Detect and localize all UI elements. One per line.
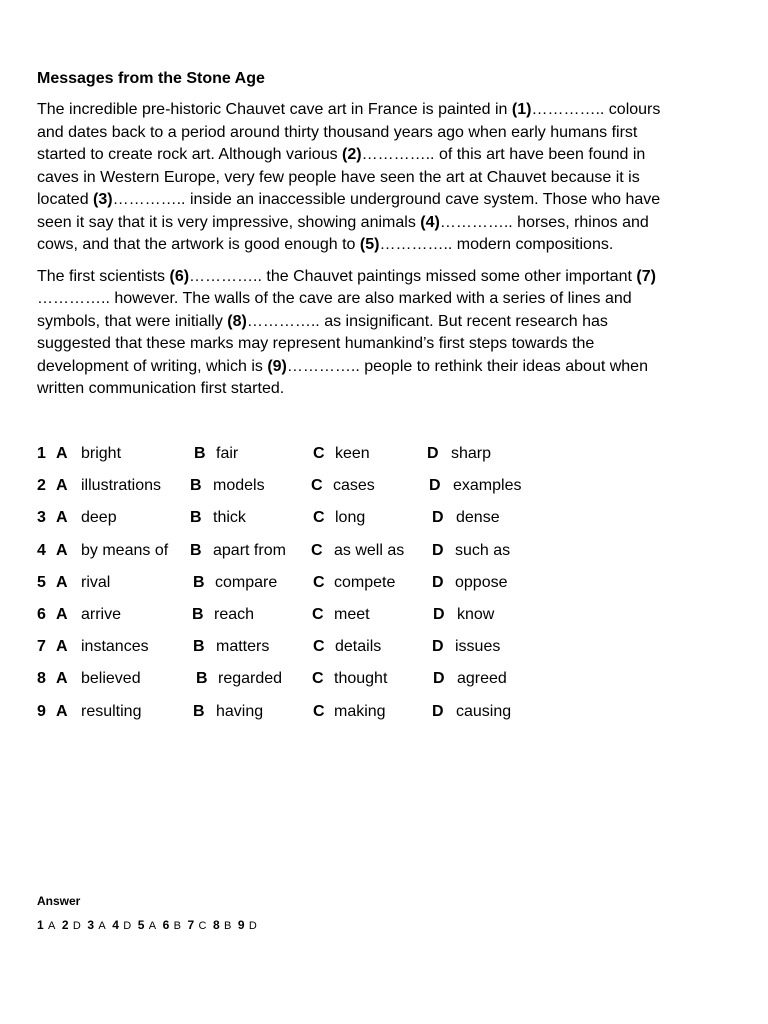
option-text-a: bright bbox=[81, 445, 122, 462]
option-letter-a: A bbox=[56, 477, 68, 495]
option-text-b: regarded bbox=[218, 670, 283, 688]
answer-number: 1 bbox=[37, 918, 45, 932]
answer-letter: A bbox=[48, 920, 56, 932]
answer-letter: D bbox=[248, 920, 258, 932]
option-text-d: know bbox=[457, 605, 495, 623]
option-letter-c: C bbox=[311, 541, 323, 559]
option-text-a: rival bbox=[81, 573, 111, 591]
option-text-b: models bbox=[213, 477, 265, 495]
option-text-a: deep bbox=[81, 509, 117, 527]
option-text-c: making bbox=[334, 702, 386, 720]
option-text-c: compete bbox=[334, 573, 396, 591]
option-text-d: sharp bbox=[451, 445, 492, 462]
option-letter-c: C bbox=[313, 702, 325, 720]
option-text-a: believed bbox=[81, 670, 141, 688]
option-letter-b: B bbox=[194, 445, 206, 462]
option-letter-a: A bbox=[56, 670, 68, 688]
option-letter-c: C bbox=[313, 638, 325, 656]
question-number: 2 bbox=[37, 477, 46, 495]
option-letter-c: C bbox=[313, 509, 325, 527]
option-letter-d: D bbox=[427, 445, 439, 462]
question-number: 5 bbox=[37, 573, 46, 591]
answer-title: Answer bbox=[37, 894, 81, 908]
option-letter-d: D bbox=[433, 605, 445, 623]
option-text-a: resulting bbox=[81, 702, 142, 720]
option-letter-d: D bbox=[432, 509, 444, 527]
option-text-a: illustrations bbox=[81, 477, 162, 495]
option-letter-a: A bbox=[56, 605, 68, 623]
answer-number: 6 bbox=[162, 918, 170, 932]
paragraph-1: The incredible pre-historic Chauvet cave art in France is painted in (1)………….. colours and dates back to a period around thirty thousand years ago when early humans first started to create rock art. Although various (2)………….. of this art have been found in caves in Western Europe, very few people have seen the art at Chauvet because it is located (3)………….. inside an inaccessible underground cave system. Those who have seen it say that it is very impressive, showing animals (4)………….. horses, rhinos and cows, and that the artwork is good enough to (5)………….. modern compositions. bbox=[37, 101, 661, 253]
option-letter-b: B bbox=[193, 702, 205, 720]
option-letter-b: B bbox=[193, 638, 205, 656]
option-letter-c: C bbox=[312, 605, 324, 623]
option-text-c: meet bbox=[334, 605, 370, 623]
answer-number: 2 bbox=[61, 918, 70, 932]
option-letter-a: A bbox=[56, 509, 68, 527]
question-number: 8 bbox=[37, 670, 46, 688]
option-text-c: details bbox=[335, 638, 382, 656]
option-text-c: as well as bbox=[334, 541, 405, 559]
option-text-c: thought bbox=[334, 670, 388, 688]
option-text-d: dense bbox=[456, 509, 500, 527]
answer-letter: D bbox=[72, 920, 82, 932]
option-letter-d: D bbox=[433, 670, 445, 688]
option-text-d: examples bbox=[453, 477, 522, 495]
document-body bbox=[37, 68, 677, 410]
option-letter-c: C bbox=[313, 445, 325, 462]
document-title: Messages from the Stone Age bbox=[37, 70, 265, 87]
option-text-b: apart from bbox=[213, 541, 286, 559]
answer-letter: B bbox=[223, 920, 232, 932]
option-text-b: reach bbox=[214, 605, 255, 623]
option-letter-b: B bbox=[190, 509, 202, 527]
option-letter-b: B bbox=[193, 573, 205, 591]
answer-number: 3 bbox=[87, 918, 95, 932]
option-text-c: keen bbox=[335, 445, 370, 462]
option-text-d: such as bbox=[455, 541, 511, 559]
option-letter-d: D bbox=[432, 638, 444, 656]
option-text-d: oppose bbox=[455, 573, 508, 591]
option-letter-a: A bbox=[56, 702, 68, 720]
answer-number: 4 bbox=[112, 918, 120, 932]
answer-number: 8 bbox=[212, 918, 221, 932]
option-letter-b: B bbox=[190, 477, 202, 495]
option-letter-d: D bbox=[432, 573, 444, 591]
answer-block bbox=[37, 894, 263, 932]
answer-number: 5 bbox=[137, 918, 145, 932]
option-letter-a: A bbox=[56, 445, 68, 462]
option-letter-d: D bbox=[432, 702, 444, 720]
option-text-d: agreed bbox=[457, 670, 507, 688]
option-text-b: fair bbox=[216, 445, 239, 462]
option-text-b: thick bbox=[213, 509, 246, 527]
option-letter-a: A bbox=[56, 573, 68, 591]
question-number: 9 bbox=[37, 702, 46, 720]
paragraph-2: The first scientists (6)………….. the Chauvet paintings missed some other important (7) ………….. however. The walls of the cave are also marked with a series of lines and symbols, that were initially (8)………….. as insignificant. But recent research has suggested that these marks may represent humankind’s first steps towards the development of writing, which is (9)………….. people to rethink their ideas about when written communication first started. bbox=[37, 267, 656, 397]
option-letter-b: B bbox=[190, 541, 202, 559]
option-text-d: causing bbox=[456, 702, 512, 720]
answer-letter: D bbox=[123, 920, 132, 932]
option-letter-d: D bbox=[432, 541, 444, 559]
option-text-b: matters bbox=[216, 638, 270, 656]
option-text-a: arrive bbox=[81, 605, 122, 623]
question-number: 3 bbox=[37, 509, 46, 527]
question-number: 4 bbox=[37, 541, 46, 559]
option-letter-c: C bbox=[313, 573, 325, 591]
option-text-b: compare bbox=[215, 573, 278, 591]
answer-key bbox=[37, 918, 263, 932]
question-number: 6 bbox=[37, 605, 46, 623]
option-letter-c: C bbox=[311, 477, 323, 495]
option-text-c: long bbox=[335, 509, 366, 527]
option-letter-a: A bbox=[56, 638, 68, 656]
option-text-a: instances bbox=[81, 638, 149, 656]
option-text-a: by means of bbox=[81, 541, 169, 559]
answer-number: 9 bbox=[237, 918, 246, 932]
option-letter-d: D bbox=[429, 477, 441, 495]
option-text-b: having bbox=[216, 702, 264, 720]
answer-letter: C bbox=[198, 920, 207, 932]
option-letter-c: C bbox=[312, 670, 324, 688]
question-number: 7 bbox=[37, 638, 46, 656]
answer-letter: B bbox=[173, 920, 182, 932]
option-text-d: issues bbox=[455, 638, 501, 656]
answer-number: 7 bbox=[187, 918, 195, 932]
option-letter-a: A bbox=[56, 541, 68, 559]
option-letter-b: B bbox=[196, 670, 208, 688]
question-number: 1 bbox=[37, 445, 46, 462]
option-letter-b: B bbox=[192, 605, 204, 623]
option-text-c: cases bbox=[333, 477, 375, 495]
answer-letter: A bbox=[98, 920, 107, 932]
answer-letter: A bbox=[148, 920, 157, 932]
